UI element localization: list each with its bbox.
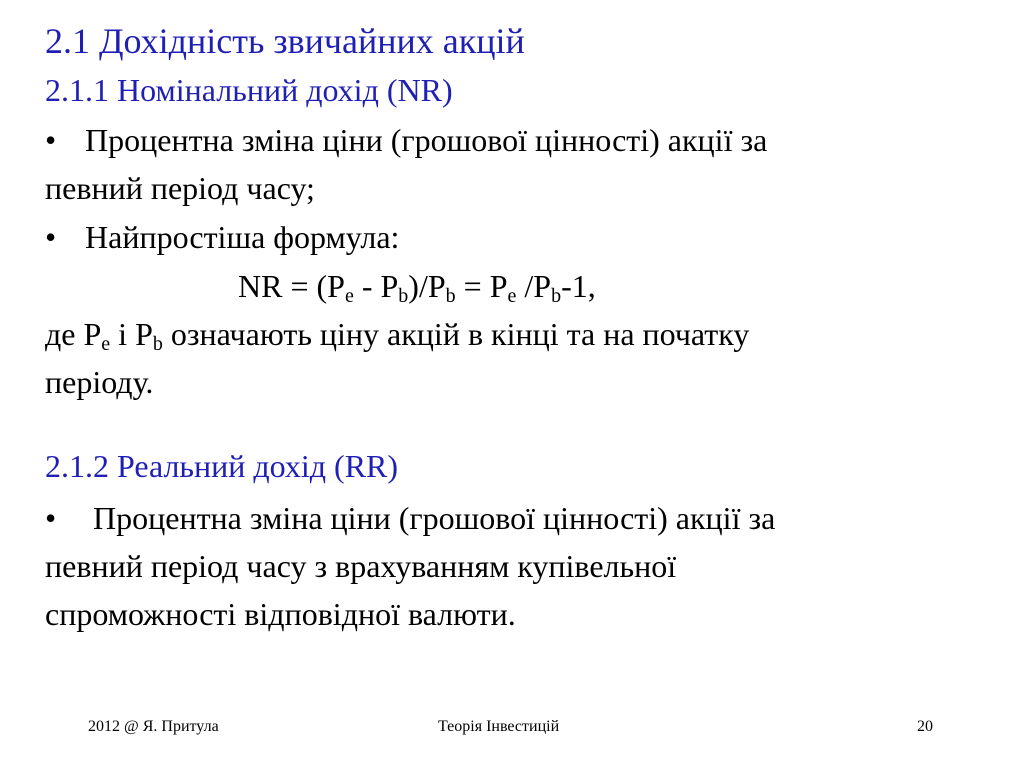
bullet-text-line1: Процентна зміна ціни (грошової цінності) акції за: [93, 500, 776, 536]
formula-explanation-line2: періоду.: [45, 364, 154, 400]
section-heading-real-return: 2.1.2 Реальний дохід (RR): [45, 448, 399, 484]
bullet-text-line2: певний період часу;: [45, 170, 315, 206]
bullet-text: Найпростіша формула:: [85, 219, 400, 255]
bullet-marker: •: [45, 500, 57, 536]
bullet-item-real-definition: [45, 494, 985, 542]
section-heading-nominal-return: 2.1.1 Номінальний дохід (NR): [45, 72, 453, 108]
bullet-text-line1: Процентна зміна ціни (грошової цінності) акції за: [85, 122, 768, 158]
bullet-marker: •: [45, 122, 57, 158]
slide-number: 20: [917, 718, 933, 735]
slide-title: 2.1 Дохідність звичайних акцій: [45, 21, 525, 61]
bullet-text-line3: спроможності відповідної валюти.: [45, 596, 516, 632]
bullet-item-formula-intro: [45, 213, 985, 261]
footer-course-title: Теорія Інвестицій: [438, 718, 560, 735]
footer-author: 2012 @ Я. Притула: [88, 718, 219, 735]
bullet-text-line2: певний період часу з врахуванням купівельної: [45, 548, 677, 584]
bullet-item-nominal-definition: [45, 116, 985, 164]
formula-explanation: де $P_e$ і $P_b$ означають ціну акцій в кінці та на початку: [45, 316, 750, 355]
bullet-marker: •: [45, 219, 57, 255]
nominal-return-formula: NR = $(P_e - P_b)/P_b = P_e$ $/P_b-1$,: [238, 268, 596, 307]
